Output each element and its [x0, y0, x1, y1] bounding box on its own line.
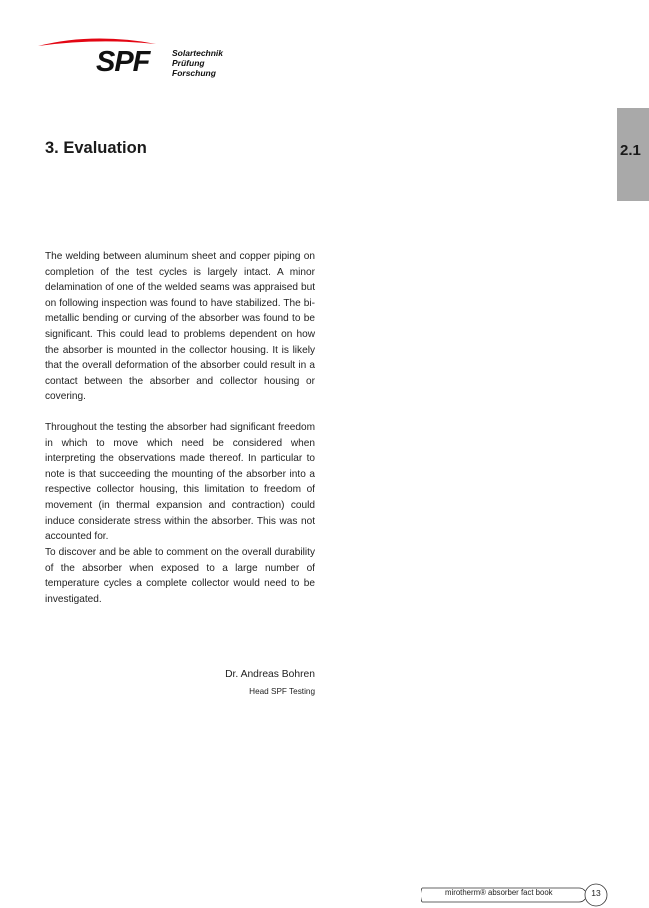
chapter-tab-label: 2.1: [620, 142, 641, 159]
page-footer: [421, 883, 609, 907]
section-title: 3. Evaluation: [45, 139, 147, 157]
body-paragraph-1: The welding between aluminum sheet and copper piping on completion of the test cycles is largely intact. A minor delamination of one of the welded seams was appraised but on following inspection was found to have stabilized. The bi-metallic bending or curving of the absorber was found to be significant. This could lead to problems dependent on how the absorber is mounted in the collector housing. It is likely that the overall deformation of the absorber could result in a contact between the absorber and collector housing or covering.: [45, 251, 315, 403]
spf-logo: [38, 36, 228, 82]
logo-line-1: Solartechnik: [172, 48, 224, 58]
signature-name: Dr. Andreas Bohren: [225, 669, 315, 680]
footer-label: mirotherm® absorber fact book: [445, 888, 553, 897]
body-paragraph-3: To discover and be able to comment on the overall durability of the absorber when exposed to a large number of temperature cycles a complete collector would need to be investigated.: [45, 547, 315, 605]
logo-line-2: Prüfung: [172, 58, 205, 68]
body-paragraph-2: Throughout the testing the absorber had significant freedom in which to move which need be considered when interpreting the observations made thereof. In particular to note is that succeeding the mounting of the absorber into a respective collector housing, this limitation to freedom of movement (in thermal expansion and contraction) could induce considerate stress within the absorber. This was not accounted for.: [45, 422, 315, 543]
logo-mark: SPF: [96, 46, 150, 78]
logo-subtitle: [172, 48, 223, 78]
signature-role: Head SPF Testing: [249, 687, 315, 696]
logo-line-3: Forschung: [172, 68, 216, 78]
page-number: 13: [591, 888, 601, 898]
